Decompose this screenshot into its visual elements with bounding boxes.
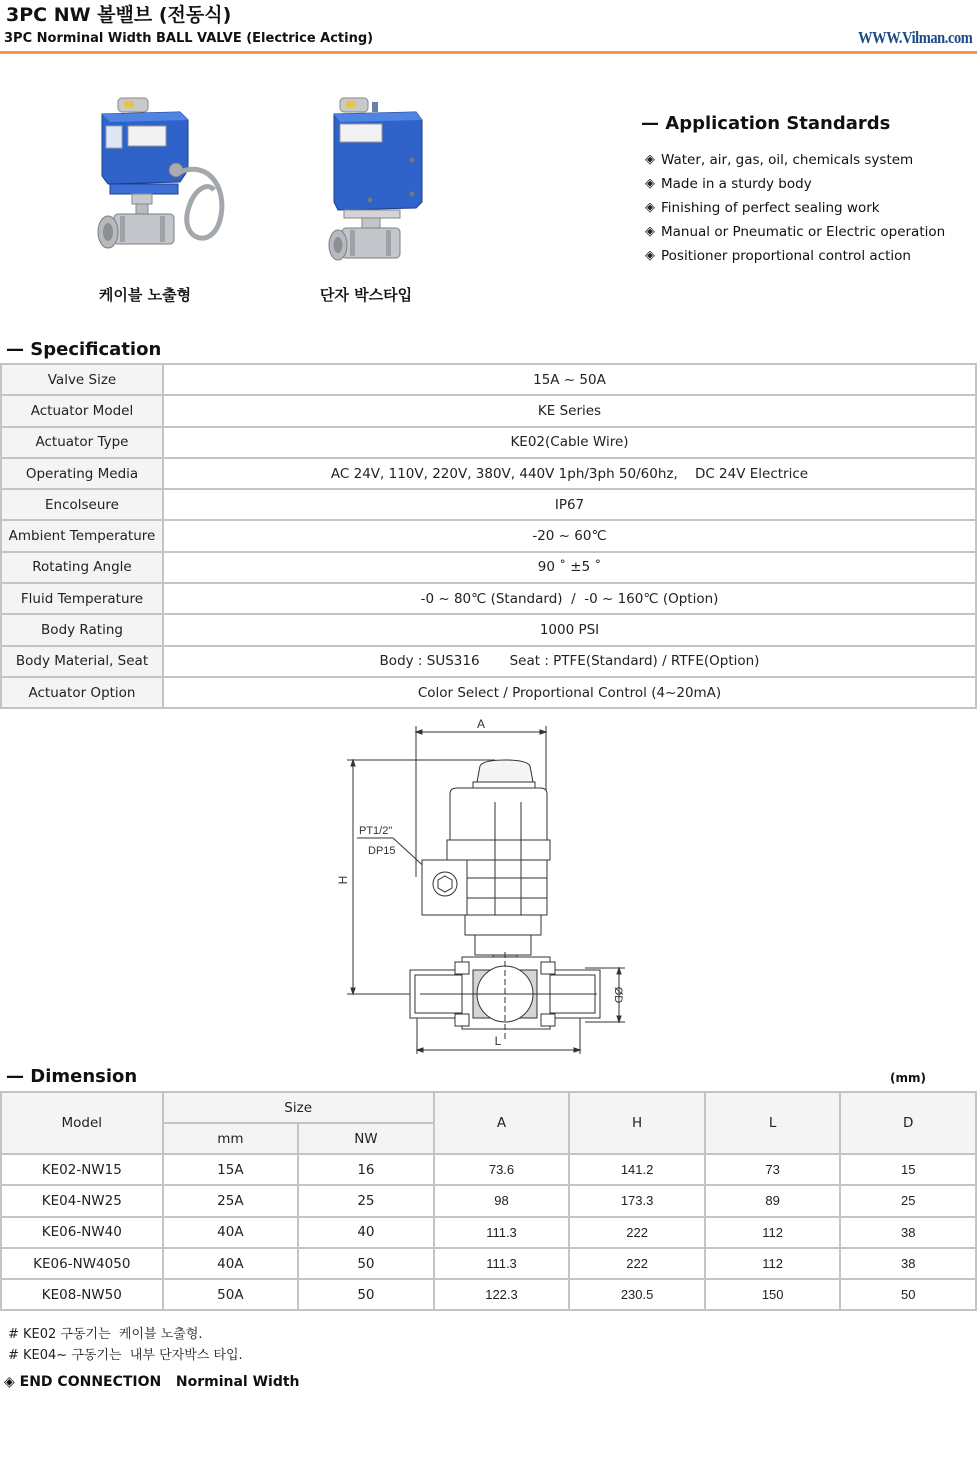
list-item — [645, 148, 945, 172]
cell-h: 173.3 — [569, 1185, 705, 1216]
table-row — [1, 583, 976, 614]
dimension-unit: (mm) — [890, 1071, 926, 1085]
list-item-text: Positioner proportional control action — [661, 248, 911, 264]
list-item — [645, 220, 945, 244]
cell-mm: 50A — [163, 1279, 299, 1310]
dimension-table — [0, 1091, 977, 1311]
note-line: # KE04~ 구동기는 내부 단자박스 타입. — [8, 1348, 243, 1363]
port-label-dp: DP15 — [368, 845, 396, 857]
spec-label: Encolseure — [1, 489, 163, 520]
spec-label: Body Material, Seat — [1, 646, 163, 677]
table-row — [1, 1185, 976, 1216]
header-divider — [0, 51, 977, 54]
spec-label: Fluid Temperature — [1, 583, 163, 614]
cell-a: 111.3 — [434, 1248, 570, 1279]
cell-h: 141.2 — [569, 1154, 705, 1185]
table-row — [1, 552, 976, 583]
col-header-nw: NW — [298, 1123, 434, 1154]
list-item-text: Finishing of perfect sealing work — [661, 200, 880, 216]
col-header-l: L — [705, 1092, 841, 1154]
cell-d: 50 — [840, 1279, 976, 1310]
cell-nw: 50 — [298, 1248, 434, 1279]
col-header-mm: mm — [163, 1123, 299, 1154]
end-connection-label — [4, 1374, 300, 1390]
spec-label: Ambient Temperature — [1, 520, 163, 551]
diamond-bullet-icon: ◈ — [4, 1374, 15, 1390]
cell-mm: 15A — [163, 1154, 299, 1185]
table-row — [1, 458, 976, 489]
table-row — [1, 614, 976, 645]
valve-technical-drawing — [335, 712, 645, 1057]
table-row — [1, 520, 976, 551]
dimension-h-label: H — [336, 875, 350, 885]
spec-value: KE02(Cable Wire) — [163, 427, 976, 458]
cell-model: KE04-NW25 — [1, 1185, 163, 1216]
list-item-text: Water, air, gas, oil, chemicals system — [661, 152, 914, 168]
diamond-bullet-icon: ◈ — [645, 152, 655, 167]
notes — [8, 1323, 243, 1365]
port-label-thread: PT1/2" — [359, 825, 393, 837]
cell-a: 98 — [434, 1185, 570, 1216]
table-header-row — [1, 1092, 976, 1123]
cell-a: 73.6 — [434, 1154, 570, 1185]
diamond-bullet-icon: ◈ — [645, 224, 655, 239]
cell-l: 150 — [705, 1279, 841, 1310]
list-item — [645, 172, 945, 196]
cell-d: 38 — [840, 1248, 976, 1279]
table-row — [1, 646, 976, 677]
list-item-text: Made in a sturdy body — [661, 176, 812, 192]
table-row — [1, 427, 976, 458]
product-caption-cable-exposed: 케이블 노출형 — [98, 286, 192, 304]
spec-label: Operating Media — [1, 458, 163, 489]
table-row — [1, 1248, 976, 1279]
col-header-d: D — [840, 1092, 976, 1154]
cell-model: KE06-NW40 — [1, 1217, 163, 1248]
cable-exposed-valve-photo — [80, 90, 230, 270]
spec-value: 90 ˚ ±5 ˚ — [163, 552, 976, 583]
spec-value: 15A ~ 50A — [163, 364, 976, 395]
spec-value: AC 24V, 110V, 220V, 380V, 440V 1ph/3ph 50/60hz, DC 24V Electrice — [163, 458, 976, 489]
note-line: # KE02 구동기는 케이블 노출형. — [8, 1327, 203, 1342]
cell-d: 15 — [840, 1154, 976, 1185]
cell-model: KE08-NW50 — [1, 1279, 163, 1310]
table-row — [1, 1279, 976, 1310]
spec-value: Color Select / Proportional Control (4~20mA) — [163, 677, 976, 708]
diamond-bullet-icon: ◈ — [645, 248, 655, 263]
cell-nw: 25 — [298, 1185, 434, 1216]
diamond-bullet-icon: ◈ — [645, 200, 655, 215]
cell-mm: 40A — [163, 1248, 299, 1279]
dimension-heading: — Dimension — [6, 1066, 138, 1087]
cell-l: 89 — [705, 1185, 841, 1216]
list-item — [645, 244, 945, 268]
diamond-bullet-icon: ◈ — [645, 176, 655, 191]
dimension-a-label: A — [476, 717, 486, 731]
table-row — [1, 395, 976, 426]
terminal-box-valve-photo — [300, 90, 450, 270]
spec-value: -0 ~ 80℃ (Standard) / -0 ~ 160℃ (Option) — [163, 583, 976, 614]
spec-value: Body : SUS316 Seat : PTFE(Standard) / RTFE(Option) — [163, 646, 976, 677]
col-header-size: Size — [163, 1092, 434, 1123]
cell-h: 230.5 — [569, 1279, 705, 1310]
cell-nw: 16 — [298, 1154, 434, 1185]
dimension-d-label: ØD — [612, 986, 624, 1004]
cell-a: 111.3 — [434, 1217, 570, 1248]
application-standards-list — [645, 148, 945, 268]
table-row — [1, 677, 976, 708]
site-url-link[interactable]: WWW.Vilman.com — [857, 28, 972, 47]
table-row — [1, 364, 976, 395]
col-header-a: A — [434, 1092, 570, 1154]
specification-table — [0, 363, 977, 709]
cell-l: 112 — [705, 1248, 841, 1279]
cell-l: 73 — [705, 1154, 841, 1185]
spec-label: Actuator Model — [1, 395, 163, 426]
spec-value: -20 ~ 60℃ — [163, 520, 976, 551]
cell-a: 122.3 — [434, 1279, 570, 1310]
spec-value: KE Series — [163, 395, 976, 426]
dimension-l-label: L — [494, 1034, 502, 1048]
spec-label: Actuator Option — [1, 677, 163, 708]
specification-heading: — Specification — [6, 339, 162, 360]
spec-value: 1000 PSI — [163, 614, 976, 645]
spec-label: Rotating Angle — [1, 552, 163, 583]
cell-h: 222 — [569, 1248, 705, 1279]
cell-d: 25 — [840, 1185, 976, 1216]
cell-d: 38 — [840, 1217, 976, 1248]
application-standards-heading: — Application Standards — [641, 113, 891, 134]
col-header-h: H — [569, 1092, 705, 1154]
page-title-english: 3PC Norminal Width BALL VALVE (Electrice Acting) — [4, 31, 374, 46]
spec-label: Body Rating — [1, 614, 163, 645]
cell-h: 222 — [569, 1217, 705, 1248]
list-item-text: Manual or Pneumatic or Electric operation — [661, 224, 946, 240]
list-item — [645, 196, 945, 220]
cell-l: 112 — [705, 1217, 841, 1248]
spec-label: Valve Size — [1, 364, 163, 395]
cell-mm: 40A — [163, 1217, 299, 1248]
cell-nw: 50 — [298, 1279, 434, 1310]
table-row — [1, 489, 976, 520]
spec-value: IP67 — [163, 489, 976, 520]
table-row — [1, 1217, 976, 1248]
col-header-model: Model — [1, 1092, 163, 1154]
spec-label: Actuator Type — [1, 427, 163, 458]
cell-mm: 25A — [163, 1185, 299, 1216]
cell-model: KE02-NW15 — [1, 1154, 163, 1185]
product-caption-terminal-box: 단자 박스타입 — [319, 286, 413, 304]
cell-model: KE06-NW4050 — [1, 1248, 163, 1279]
table-row — [1, 1154, 976, 1185]
page-title-korean: 3PC NW 볼밸브 (전동식) — [6, 4, 232, 26]
cell-nw: 40 — [298, 1217, 434, 1248]
end-connection-text: END CONNECTION Norminal Width — [19, 1374, 300, 1390]
